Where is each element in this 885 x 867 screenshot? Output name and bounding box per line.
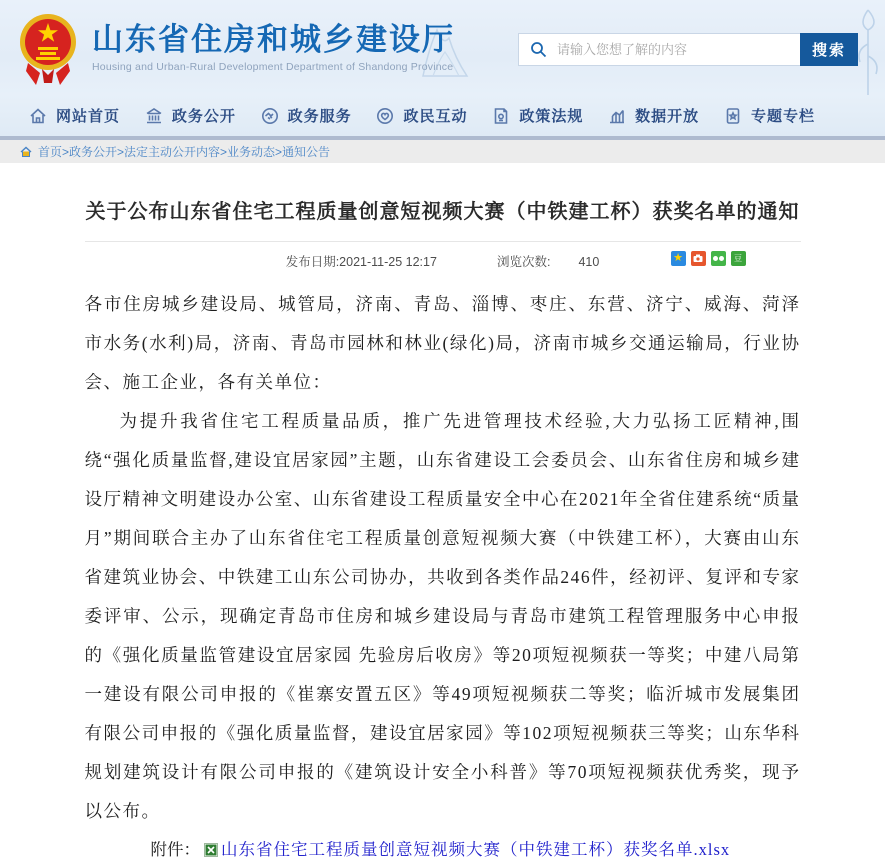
search-bar <box>518 33 858 66</box>
bar-chart-icon <box>607 106 627 126</box>
law-document-icon <box>491 106 511 126</box>
main-nav <box>0 95 885 136</box>
views-label: 浏览次数: <box>496 255 551 269</box>
site-subtitle: Housing and Urban-Rural Development Department of Shandong Province <box>92 61 454 74</box>
views-count: 410 <box>578 255 600 269</box>
nav-item-open-data[interactable] <box>607 105 699 126</box>
handshake-icon <box>260 106 280 126</box>
breadcrumb-trail[interactable]: 首页>政务公开>法定主动公开内容>业务动态>通知公告 <box>38 145 331 159</box>
attachment-link[interactable]: 山东省住宅工程质量创意短视频大赛（中铁建工杯）获奖名单.xlsx <box>221 840 731 859</box>
site-header <box>0 0 885 95</box>
nav-item-gov-disclosure[interactable] <box>144 105 236 126</box>
search-icon <box>519 34 557 65</box>
article <box>85 199 801 867</box>
nav-label: 政民互动 <box>403 108 468 125</box>
share-buttons <box>671 251 746 266</box>
attachment-row <box>85 833 801 867</box>
wechat-icon[interactable] <box>711 251 726 266</box>
nav-item-gov-services[interactable] <box>260 105 352 126</box>
heart-chat-icon <box>375 106 395 126</box>
nav-item-policies[interactable] <box>491 105 583 126</box>
government-building-icon <box>144 106 164 126</box>
qzone-icon[interactable]: ★ <box>671 251 686 266</box>
publish-date-label: 发布日期: <box>285 255 340 269</box>
nav-label: 数据开放 <box>635 108 700 125</box>
publish-date-value: 2021-11-25 12:17 <box>339 255 437 269</box>
article-body <box>85 285 801 831</box>
breadcrumb <box>0 140 885 163</box>
home-icon <box>28 106 48 126</box>
national-emblem-logo <box>18 9 78 87</box>
nav-label: 专题专栏 <box>750 108 815 125</box>
paragraph: 为提升我省住宅工程质量品质，推广先进管理技术经验,大力弘扬工匠精神,围绕“强化质量监督,建设宜居家园”主题，山东省建设工会委员会、山东省住房和城乡建设厅精神文明建设办公室、山东省建设工程质量安全中心在2021年全省住建系统“质量月”期间联合主办了山东省住宅工程质量创意短视频大赛（中铁建工杯），大赛由山东省建筑业协会、中铁建工山东公司协办，共收到各类作品246件，经初评、复评和专家委评审、公示，现确定青岛市住房和城乡建设局与青岛市建筑工程管理服务中心申报的《强化质量监管建设宜居家园 先验房后收房》等20项短视频获一等奖；中建八局第一建设有限公司申报的《崔寨安置五区》等49项短视频获二等奖；临沂城市发展集团有限公司申报的《强化质量监督，建设宜居家园》等102项短视频获三等奖；山东华科规划建筑设计有限公司申报的《建筑设计安全小科普》等70项短视频获优秀奖，现予以公布。 <box>84 411 801 821</box>
article-meta <box>85 241 801 271</box>
nav-item-special-topics[interactable] <box>723 105 815 126</box>
attachment-label: 附件： <box>150 840 200 859</box>
nav-label: 政策法规 <box>519 108 584 125</box>
article-title: 关于公布山东省住宅工程质量创意短视频大赛（中铁建工杯）获奖名单的通知 <box>85 201 800 223</box>
home-icon <box>20 146 32 158</box>
nav-item-home[interactable] <box>28 105 120 126</box>
nav-label: 网站首页 <box>56 108 121 125</box>
weibo-icon[interactable] <box>691 251 706 266</box>
search-input[interactable] <box>557 34 800 65</box>
paragraph: 各市住房城乡建设局、城管局，济南、青岛、淄博、枣庄、东营、济宁、威海、菏泽市水务(水利)局，济南、青岛市园林和林业(绿化)局，济南市城乡交通运输局，行业协会、施工企业，各有关单位： <box>84 294 801 392</box>
nav-item-public-interaction[interactable] <box>375 105 467 126</box>
excel-file-icon <box>204 843 218 857</box>
nav-label: 政务服务 <box>287 108 352 125</box>
search-button[interactable]: 搜索 <box>800 33 858 66</box>
star-document-icon <box>723 106 743 126</box>
site-title: 山东省住房和城乡建设厅 <box>92 21 455 57</box>
douban-icon[interactable]: 豆 <box>731 251 746 266</box>
nav-label: 政务公开 <box>171 108 236 125</box>
